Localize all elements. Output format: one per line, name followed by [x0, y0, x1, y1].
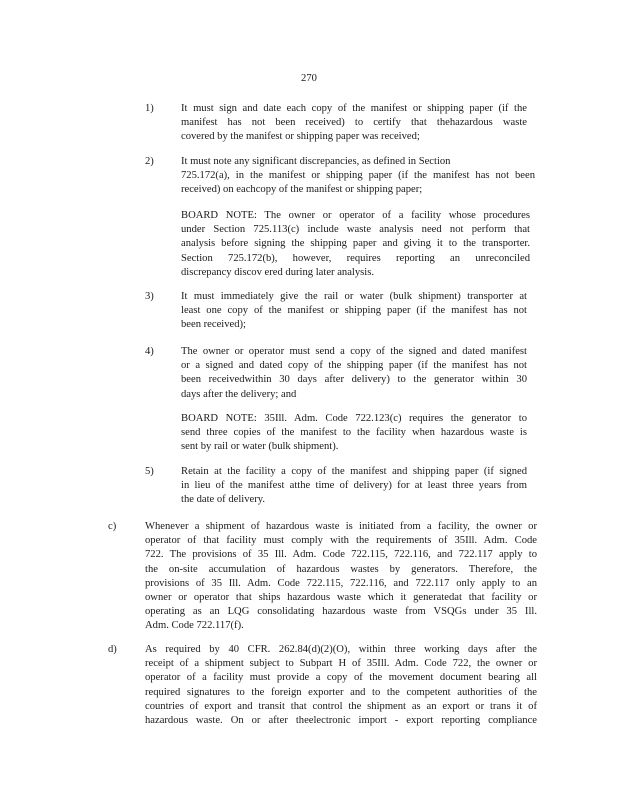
text-line: countries of export and transit that control the shipment as an export or trans it of	[145, 700, 537, 712]
text-line: It must note any significant discrepancies, as defined in Section	[181, 156, 451, 167]
item-body	[181, 102, 527, 145]
section-body	[145, 643, 537, 728]
text-line: hazardous waste. On or after theelectronic import - export reporting compliance	[145, 715, 537, 727]
section-body	[145, 520, 537, 634]
text-line: The owner or operator must send a copy of the signed and dated manifest	[181, 346, 527, 357]
text-line: discrepancy discov ered during later analysis.	[181, 266, 374, 278]
text-line: covered by the manifest or shipping paper was received;	[181, 131, 420, 143]
text-line: 722. The provisions of 35 Ill. Adm. Code 722.115, 722.116, and 722.117 apply to	[145, 549, 537, 561]
text-line: operating as an LQG consolidating hazardous waste from VSQGs under 35 Ill.	[145, 606, 537, 618]
text-line: analysis before signing the shipping paper and giving it to the transporter.	[181, 238, 530, 250]
text-line: It must immediately give the rail or water (bulk shipment) transporter at	[181, 291, 527, 302]
text-line: been receivedwithin 30 days after delivery) to the generator within 30	[181, 374, 527, 386]
item-label: 4)	[145, 346, 154, 357]
text-line: 725.172(a), in the manifest or shipping paper (if the manifest has not been	[181, 170, 535, 182]
text-line: Retain at the facility a copy of the manifest and shipping paper (if signed	[181, 466, 527, 477]
text-line: operator of a facility must provide a copy of the movement document bearing all	[145, 672, 537, 684]
text-line: owner or operator that ships hazardous waste which it generatedat that facility or	[145, 592, 537, 604]
text-line: least one copy of the manifest or shipping paper (if the manifest has not	[181, 305, 527, 317]
section-label: c)	[108, 521, 117, 532]
item-label: 1)	[145, 103, 154, 114]
text-line: Whenever a shipment of hazardous waste is initiated from a facility, the owner or	[145, 521, 537, 532]
text-line: Section 725.172(b), however, requires reporting an unreconciled	[181, 252, 530, 264]
section-label: d)	[108, 644, 117, 655]
board-note	[181, 209, 530, 280]
page-number: 270	[301, 73, 317, 84]
text-line: days after the delivery; and	[181, 388, 297, 400]
text-line: Adm. Code 722.117(f).	[145, 620, 244, 632]
text-line: operator of that facility must comply with the requirements of 35Ill. Adm. Code	[145, 535, 537, 547]
text-line: the on-site accumulation of hazardous wastes by generators. Therefore, the	[145, 563, 537, 575]
text-line: As required by 40 CFR. 262.84(d)(2)(O), within three working days after the	[145, 644, 537, 655]
text-line: in lieu of the manifest atthe time of delivery) for at least three years from	[181, 480, 527, 492]
text-line: manifest has not been received) to certify that thehazardous waste	[181, 117, 527, 129]
item-body	[181, 345, 527, 402]
item-label: 2)	[145, 156, 154, 167]
text-line: under Section 725.113(c) include waste analysis need not perform that	[181, 224, 530, 236]
item-label: 5)	[145, 466, 154, 477]
text-line: been received);	[181, 319, 246, 331]
board-note	[181, 412, 527, 455]
text-line: It must sign and date each copy of the manifest or shipping paper (if the	[181, 103, 527, 114]
text-line: or a signed and dated copy of the shipping paper (if the manifest has not	[181, 360, 527, 372]
text-line: sent by rail or water (bulk shipment).	[181, 441, 339, 453]
text-line: send three copies of the manifest to the facility when hazardous waste is	[181, 427, 527, 439]
text-line: receipt of a shipment subject to Subpart H of 35Ill. Adm. Code 722, the owner or	[145, 658, 537, 670]
item-body	[181, 155, 535, 198]
item-label: 3)	[145, 291, 154, 302]
text-line: required signatures to the foreign exporter and to the competent authorities of the	[145, 686, 537, 698]
item-body	[181, 290, 527, 333]
text-line: BOARD NOTE: 35Ill. Adm. Code 722.123(c) requires the generator to	[181, 413, 527, 424]
text-line: provisions of 35 Ill. Adm. Code 722.115, 722.116, and 722.117 only apply to an	[145, 577, 537, 589]
text-line: the date of delivery.	[181, 494, 266, 506]
text-line: BOARD NOTE: The owner or operator of a facility whose procedures	[181, 210, 530, 221]
item-body	[181, 465, 527, 508]
text-line: received) on eachcopy of the manifest or shipping paper;	[181, 184, 423, 196]
